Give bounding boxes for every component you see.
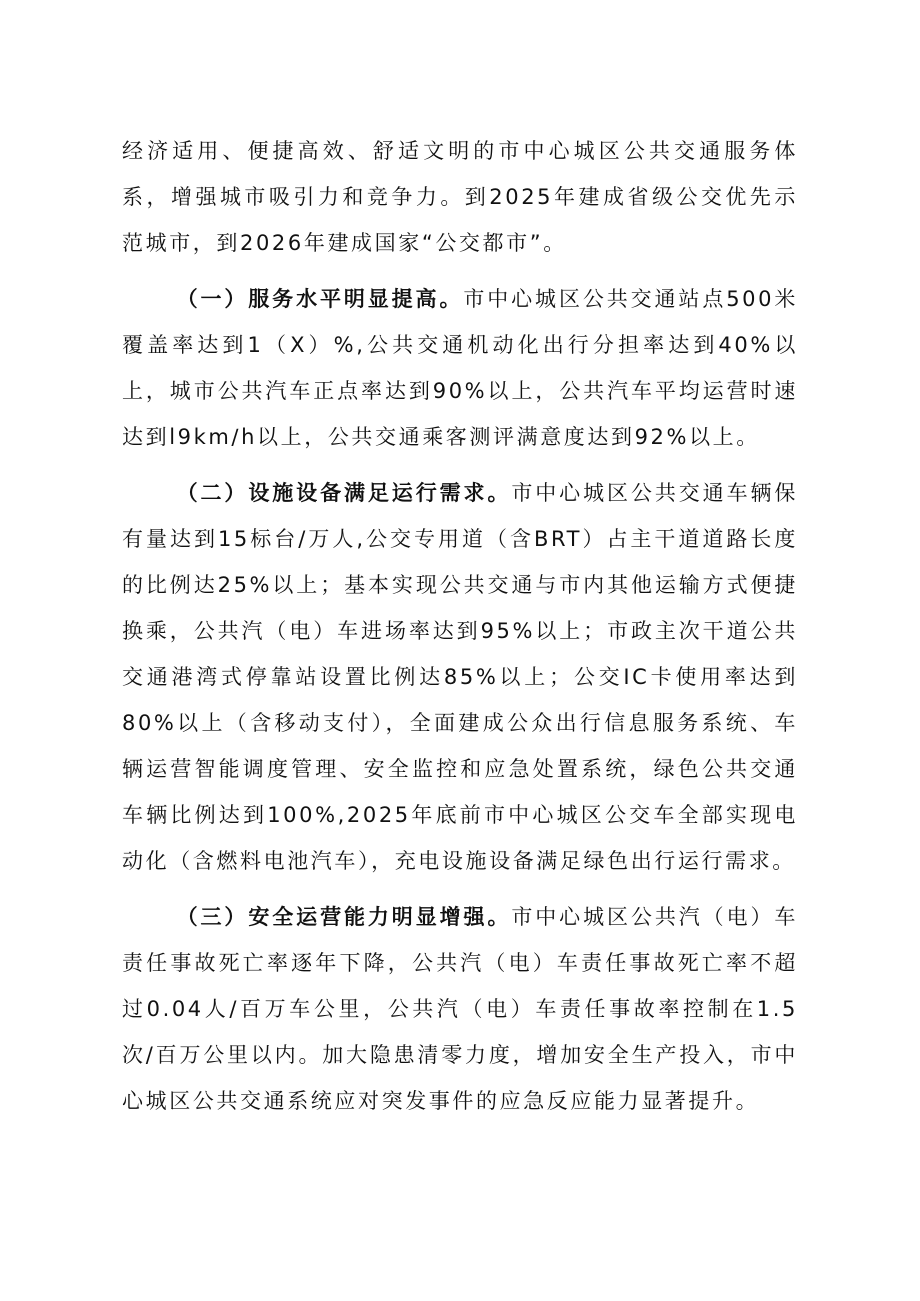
paragraph-spacer xyxy=(122,460,798,470)
facilities-paragraph xyxy=(122,470,798,884)
safety-paragraph xyxy=(122,894,798,1124)
facilities-text: 市中心城区公共交通车辆保有量达到15标台/万人,公交专用道（含BRT）占主干道道路长度的比例达25%以上；基本实现公共交通与市内其他运输方式便捷换乘，公共汽（电）车进场率达到95%以上；市政主次干道公共交通港湾式停靠站设置比例达85%以上；公交IC卡使用率达到80%以上（含移动支付），全面建成公众出行信息服务系统、车辆运营智能调度管理、安全监控和应急处置系统，绿色公共交通车辆比例达到100%,2025年底前市中心城区公交车全部实现电动化（含燃料电池汽车），充电设施设备满足绿色出行运行需求。 xyxy=(122,481,798,873)
paragraph-spacer xyxy=(122,884,798,894)
service-level-paragraph xyxy=(122,276,798,460)
safety-heading: （三）安全运营能力明显增强。 xyxy=(176,905,512,929)
service-level-text: 市中心城区公共交通站点500米覆盖率达到1（X）%,公共交通机动化出行分担率达到40%以上，城市公共汽车正点率达到90%以上，公共汽车平均运营时速达到l9km∕h以上，公共交通乘客测评满意度达到92%以上。 xyxy=(122,287,798,449)
intro-paragraph xyxy=(122,128,798,266)
safety-text: 市中心城区公共汽（电）车责任事故死亡率逐年下降，公共汽（电）车责任事故死亡率不超过0.04人/百万车公里，公共汽（电）车责任事故率控制在1.5次/百万公里以内。加大隐患清零力度，增加安全生产投入，市中心城区公共交通系统应对突发事件的应急反应能力显著提升。 xyxy=(122,905,798,1113)
service-level-heading: （一）服务水平明显提高。 xyxy=(176,287,464,311)
paragraph-spacer xyxy=(122,266,798,276)
facilities-heading: （二）设施设备满足运行需求。 xyxy=(176,481,512,505)
intro-paragraph-text: 经济适用、便捷高效、舒适文明的市中心城区公共交通服务体系，增强城市吸引力和竞争力。到2025年建成省级公交优先示范城市，到2026年建成国家“公交都市”。 xyxy=(122,139,798,255)
document-page xyxy=(122,128,798,1124)
